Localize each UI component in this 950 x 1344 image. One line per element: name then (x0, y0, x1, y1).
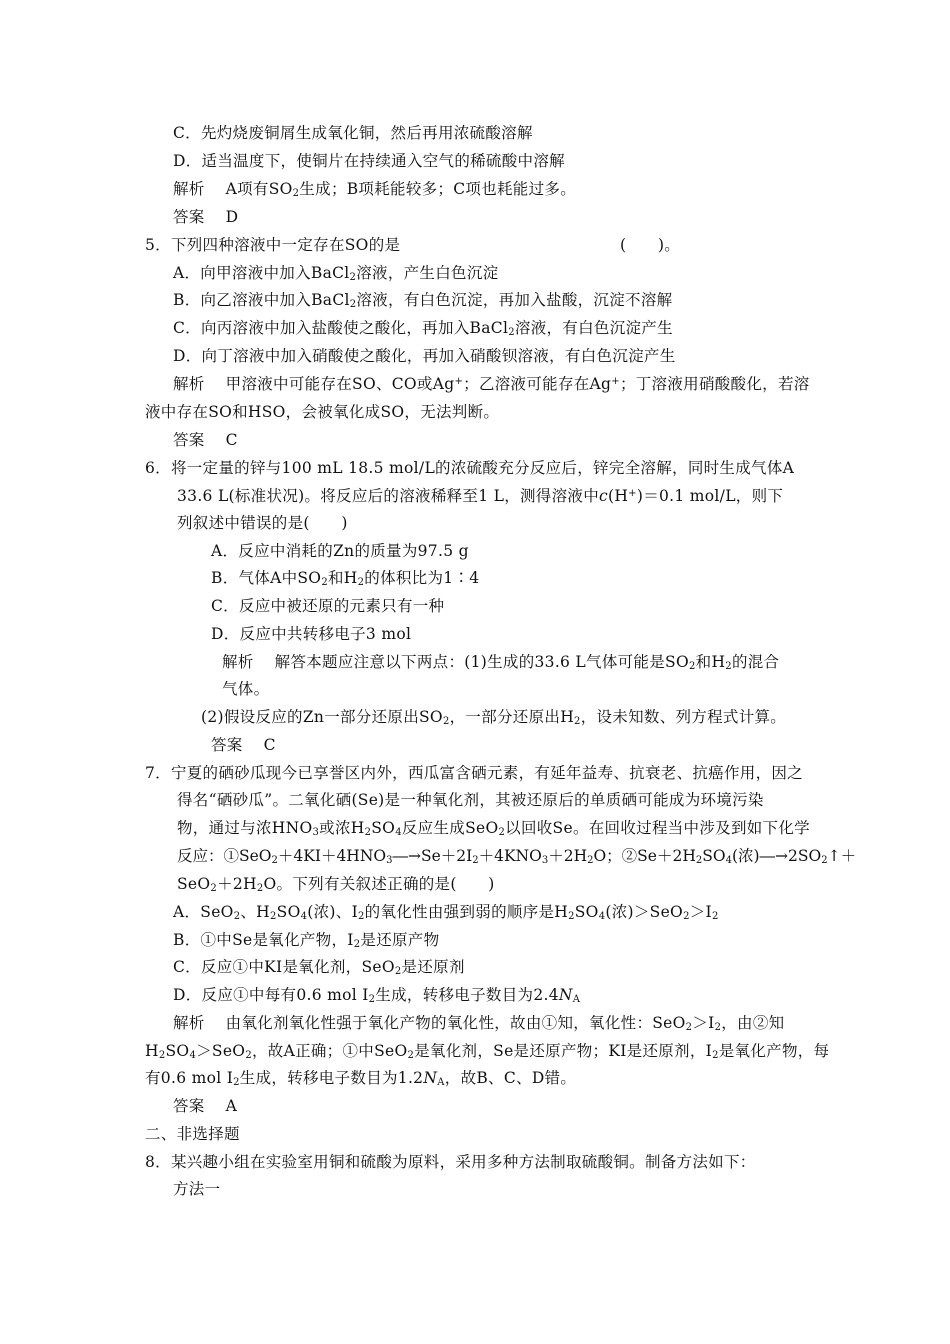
section-title: 二、非选择题 (145, 1125, 240, 1143)
q7-stem-line1: 7．宁夏的硒砂瓜现今已享誉区内外，西瓜富含硒元素，有延年益寿、抗衰老、抗癌作用，因之 (145, 764, 803, 782)
answer-value: D (225, 208, 239, 226)
q5-option-c: C．向丙溶液中加入盐酸使之酸化，再加入BaCl$_2$溶液，有白色沉淀产生 (173, 319, 673, 338)
q7-option-d: D．反应①中每有0.6 mol $I_2$生成，转移电子数目为$2.4N_A$ (173, 986, 581, 1005)
q7-analysis-line1: 解析 由氧化剂氧化性强于氧化产物的氧化性，故由①知，氧化性：$SeO_2>I_2$，由②知 (173, 1014, 785, 1033)
q4-option-d: D．适当温度下，使铜片在持续通入空气的稀硫酸中溶解 (173, 152, 565, 170)
analysis-label: 解析 (173, 180, 205, 198)
q7-analysis-line3: 有0.6 mol $I_2$生成，转移电子数目为$1.2N_A$，故B、C、D错。 (145, 1069, 577, 1088)
q6-analysis-line2: 气体。 (222, 680, 270, 698)
answer-value: C (263, 736, 276, 754)
q7-analysis-line2: $H_2SO_4>SeO_2$，故A正确；①中SeO$_2$是氧化剂，Se是还原产物；KI是还原剂，$I_2$是氧化产物，每 (145, 1042, 830, 1061)
q8-method-1: 方法一 (173, 1180, 221, 1198)
q6-option-a: A．反应中消耗的Zn的质量为97.5 g (211, 542, 469, 560)
q5-option-b: B．向乙溶液中加入BaCl$_2$溶液，有白色沉淀，再加入盐酸，沉淀不溶解 (173, 291, 673, 310)
q7-option-b: B．①中Se是氧化产物，$I_2$是还原产物 (173, 931, 440, 950)
answer-label: 答案 (211, 736, 243, 754)
q6-stem-line3: 列叙述中错误的是( ) (177, 514, 348, 532)
q5-option-a: A．向甲溶液中加入BaCl$_2$溶液，产生白色沉淀 (173, 264, 499, 283)
q6-option-c: C．反应中被还原的元素只有一种 (211, 597, 445, 615)
q7-stem-line4: 反应：$①SeO_2+4KI+4HNO_3―\to Se+2I_2+4KNO_3+2H_2O$；$②Se+2H_2SO_4$(浓)$―\to 2SO_2↑+$ (177, 847, 857, 866)
analysis-label: 解析 (173, 375, 205, 393)
q4-option-c: C．先灼烧废铜屑生成氧化铜，然后再用浓硫酸溶解 (173, 124, 533, 142)
q6-stem-line2: 33.6 L(标准状况)。将反应后的溶液稀释至1 L，测得溶液中c(H+)＝0.1 mol/L，则下 (177, 487, 784, 505)
q4-answer (173, 207, 238, 227)
q6-stem-line1: 6．将一定量的锌与100 mL 18.5 mol/L的浓硫酸充分反应后，锌完全溶解，同时生成气体A (145, 459, 795, 477)
q5-answer (173, 430, 238, 450)
q5-analysis-line1: 解析 甲溶液中可能存在SO、CO或Ag+；乙溶液可能存在Ag+；丁溶液用硝酸酸化，若溶 (173, 375, 810, 393)
q7-stem-line2: 得名“硒砂瓜”。二氧化硒(Se)是一种氧化剂，其被还原后的单质硒可能成为环境污染 (177, 791, 764, 809)
q4-analysis: 解析 A项有$SO_2$生成；B项耗能较多；C项也耗能过多。 (173, 180, 576, 199)
q8-stem: 8．某兴趣小组在实验室用铜和硫酸为原料，采用多种方法制取硫酸铜。制备方法如下： (145, 1153, 756, 1171)
answer-label: 答案 (173, 431, 205, 449)
q6-analysis-line1: 解析 解答本题应注意以下两点：(1)生成的33.6 L气体可能是$SO_2$和$H_2$的混合 (222, 653, 780, 672)
answer-label: 答案 (173, 208, 205, 226)
analysis-label: 解析 (173, 1014, 205, 1032)
q7-stem-line3: 物，通过与浓$HNO_3$或浓$H_2SO_4$反应生成SeO$_2$以回收Se。在回收过程当中涉及到如下化学 (177, 819, 810, 838)
q5-stem: 5．下列四种溶液中一定存在SO的是 (145, 236, 401, 254)
q7-answer (173, 1096, 237, 1116)
q7-option-c: C．反应①中KI是氧化剂，SeO$_2$是还原剂 (173, 958, 465, 977)
analysis-label: 解析 (222, 653, 254, 671)
q6-option-d: D．反应中共转移电子3 mol (211, 625, 412, 643)
answer-value: C (225, 431, 238, 449)
q7-stem-line5: $SeO_2+2H_2O$。下列有关叙述正确的是( ) (177, 875, 495, 894)
q5-option-d: D．向丁溶液中加入硝酸使之酸化，再加入硝酸钡溶液，有白色沉淀产生 (173, 347, 676, 365)
q6-answer (211, 735, 276, 755)
q7-option-a: A．SeO$_2$、$H_2SO_4$(浓)、$I_2$的氧化性由强到弱的顺序是$H_2SO_4$(浓)$>SeO_2>I_2$ (173, 903, 719, 922)
q5-answer-paren: ( )。 (620, 236, 681, 254)
answer-label: 答案 (173, 1097, 205, 1115)
q6-analysis-line3: (2)假设反应的Zn一部分还原出$SO_2$，一部分还原出$H_2$，设未知数、列方程式计算。 (201, 708, 787, 727)
q5-analysis-line2: 液中存在SO和HSO，会被氧化成SO，无法判断。 (145, 403, 500, 421)
q6-option-b: B．气体A中$SO_2$和$H_2$的体积比为1∶4 (211, 569, 480, 588)
answer-value: A (225, 1097, 238, 1115)
